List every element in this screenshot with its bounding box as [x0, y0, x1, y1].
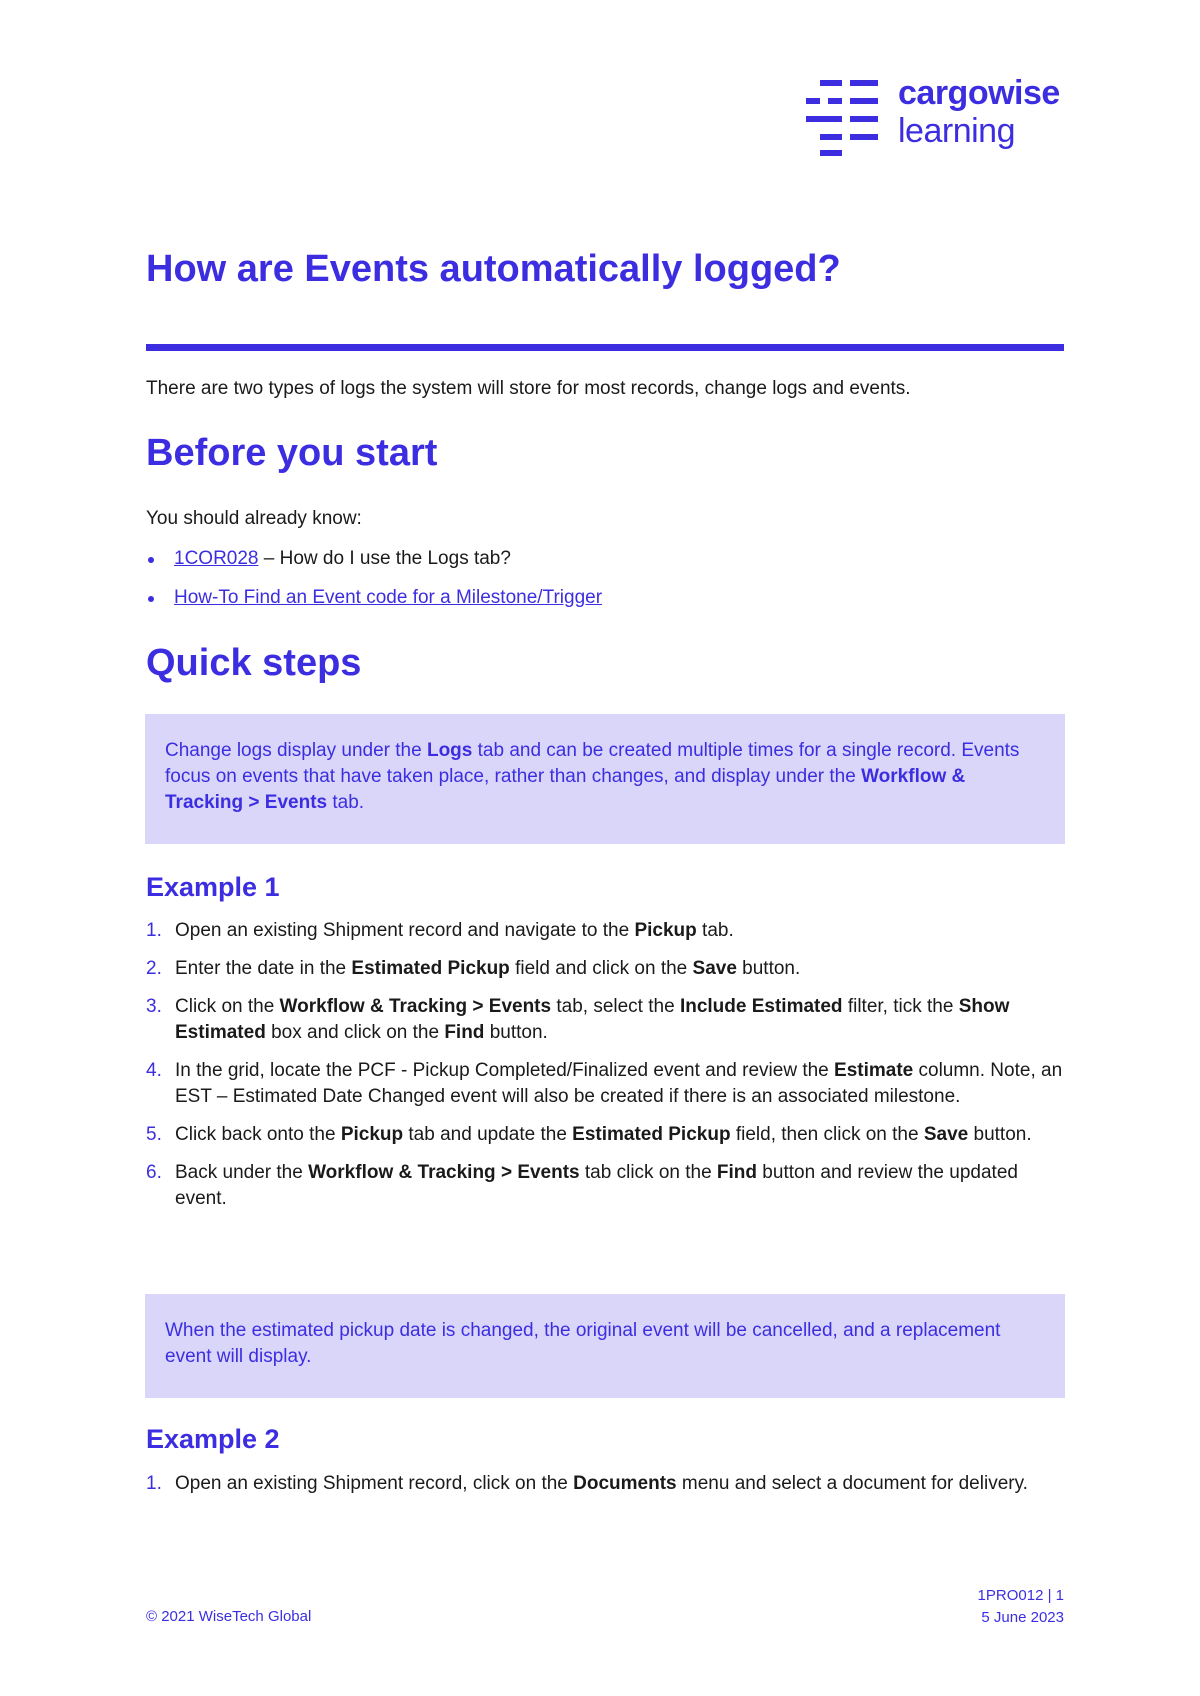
prereq-item	[146, 585, 1046, 611]
logo-wordmark	[898, 74, 1060, 150]
step-text: button and review the updated event.	[175, 1162, 1018, 1209]
title-rule	[146, 344, 1064, 351]
info-note-logs	[145, 714, 1065, 844]
step-bold-text: Save	[923, 1124, 969, 1145]
note-bold: Workflow & Tracking > Events	[165, 766, 966, 813]
step-number: 1.	[146, 920, 162, 941]
step-item	[146, 1058, 1066, 1110]
footer-doc-code: 1PRO012 | 1	[977, 1587, 1064, 1604]
step-text: tab, select the	[551, 996, 680, 1017]
footer-date: 5 June 2023	[981, 1609, 1064, 1626]
step-bold-text: Estimate	[834, 1060, 914, 1081]
step-text: box and click on the	[265, 1022, 445, 1043]
step-text: In the grid, locate the PCF - Pickup Completed/Finalized event and review the	[175, 1060, 835, 1081]
step-bold-text: Save	[692, 958, 737, 979]
step-text: tab and update the	[403, 1124, 573, 1145]
step-text: tab.	[696, 920, 734, 941]
step-number: 6.	[146, 1162, 162, 1183]
step-bold-text: Find	[444, 1022, 485, 1043]
example-1-heading: Example 1	[146, 872, 280, 902]
example-2-steps	[146, 1471, 1066, 1509]
step-text: filter, tick the	[842, 996, 959, 1017]
prereq-link-1[interactable]: 1COR028	[174, 548, 259, 569]
quick-steps-heading: Quick steps	[146, 642, 362, 684]
step-bold-text: Estimated Pickup	[351, 958, 510, 979]
bullet-icon	[148, 557, 154, 563]
cargowise-learning-logo	[806, 74, 1076, 168]
example-2-heading: Example 2	[146, 1424, 280, 1454]
step-text: Back under the	[175, 1162, 309, 1183]
step-text: column. Note, an EST – Estimated Date Changed event will also be created if there is an associated milestone.	[175, 1060, 1063, 1107]
step-text: Click back onto the	[175, 1124, 341, 1145]
step-text: Open an existing Shipment record and navigate to the	[175, 920, 635, 941]
step-bold-text: Documents	[573, 1473, 677, 1494]
step-text: button.	[968, 1124, 1032, 1145]
step-bold-text: Show Estimated	[175, 996, 1010, 1043]
step-text: tab click on the	[579, 1162, 717, 1183]
step-text: field and click on the	[509, 958, 693, 979]
step-item	[146, 994, 1066, 1046]
step-item	[146, 1160, 1066, 1212]
info-note-pickup: When the estimated pickup date is changed, the original event will be cancelled, and a replacement event will display.	[145, 1294, 1065, 1398]
step-bold-text: Find	[716, 1162, 758, 1183]
step-item	[146, 956, 1066, 982]
step-text: field, then click on the	[730, 1124, 924, 1145]
step-bold-text: Workflow & Tracking > Events	[308, 1162, 580, 1183]
step-item	[146, 1471, 1066, 1497]
step-number: 2.	[146, 958, 162, 979]
logo-line-2: learning	[898, 112, 1015, 150]
intro-text: There are two types of logs the system will store for most records, change logs and events.	[146, 378, 911, 399]
prereq-list	[146, 546, 1046, 624]
step-bold-text: Include Estimated	[679, 996, 843, 1017]
step-bold-text: Pickup	[340, 1124, 404, 1145]
logo-line-1: cargowise	[898, 74, 1060, 112]
step-bold-text: Workflow & Tracking > Events	[279, 996, 552, 1017]
bullet-icon	[148, 596, 154, 602]
step-number: 1.	[146, 1473, 162, 1494]
step-text: menu and select a document for delivery.	[676, 1473, 1028, 1494]
prereq-item	[146, 546, 1046, 572]
footer-meta	[978, 1585, 1064, 1629]
step-bold-text: Estimated Pickup	[572, 1124, 731, 1145]
note-bold: Logs	[426, 740, 473, 761]
step-number: 3.	[146, 996, 162, 1017]
step-bold-text: Pickup	[634, 920, 697, 941]
footer-copyright: © 2021 WiseTech Global	[146, 1608, 312, 1625]
step-item	[146, 918, 1066, 944]
prereq-rest-1: – How do I use the Logs tab?	[258, 548, 511, 569]
note-text: tab and can be created multiple times for a single record. Events focus on events that have taken place, rather than changes, and display under the	[165, 740, 1020, 787]
step-text: button.	[736, 958, 801, 979]
before-heading: Before you start	[146, 432, 438, 474]
step-number: 5.	[146, 1124, 162, 1145]
example-1-steps	[146, 918, 1066, 1224]
note-text: tab.	[327, 792, 365, 813]
step-item	[146, 1122, 1066, 1148]
prereq-link-2[interactable]: How-To Find an Event code for a Milestone/Trigger	[174, 587, 603, 608]
page-title: How are Events automatically logged?	[146, 248, 841, 290]
note-text: Change logs display under the	[165, 740, 427, 761]
step-text: Click on the	[175, 996, 280, 1017]
before-lead: You should already know:	[146, 508, 362, 529]
logo-mark-icon	[806, 78, 894, 156]
step-number: 4.	[146, 1060, 162, 1081]
step-text: Open an existing Shipment record, click on the	[175, 1473, 574, 1494]
step-text: button.	[484, 1022, 548, 1043]
step-text: Enter the date in the	[175, 958, 352, 979]
